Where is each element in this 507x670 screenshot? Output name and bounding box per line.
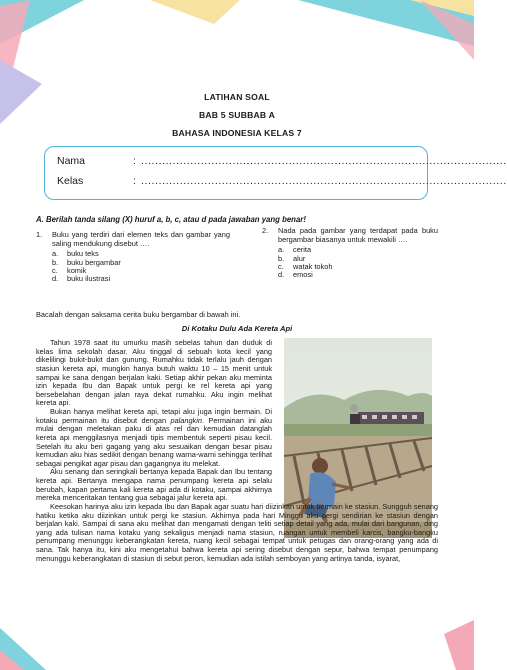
option-letter: d. <box>52 274 59 284</box>
section-a-instruction: A. Berilah tanda silang (X) huruf a, b, c, atau d pada jawaban yang benar! <box>36 215 306 224</box>
option-letter: b. <box>52 257 59 267</box>
worksheet-title: LATIHAN SOAL <box>204 92 270 102</box>
option-text: buku ilustrasi <box>67 274 111 284</box>
option-text: emosi <box>293 270 313 280</box>
option-letter: c. <box>52 266 58 275</box>
story-paragraph-4: Keesokan harinya aku izin kepada Ibu dan Bapak agar suatu hari diizinkan untuk bermain ke stasiun. Sungguh senang hatiku ketika aku diizinkan untuk pergi ke stasiun. Akhirnya pada hari Minggu aku pergi sendirian ke stasiun dengan berjalan kaki. Sampai di sana aku melihat dan mengamati dengan teliti setiap detail yang ada, mulai dari bangunan, ding yang ada tulisan nama kotaku yang sekaligus menjadi nama stasiun, ruangan untuk membeli karcis, bangku-bangku penumpang menunggu keberangkatan kereta, ruang kecil sebagai tempat untuk petugas dan orang-orang yang ada di sana. Tak hanya itu, kini aku mengetahui bahwa kereta api sering disebut dengan sepur, bahwa tempat penumpang menunggu keberangkatan di stasiun di sebut peron, kemudian ada istilah semboyan yang artinya tanda, isyarat, <box>36 501 438 563</box>
worksheet-subject: BAHASA INDONESIA KELAS 7 <box>172 128 302 138</box>
bottom-right-pink-shape <box>444 620 474 670</box>
class-label: Kelas <box>57 175 84 187</box>
question-1-options <box>52 250 230 284</box>
question-2 <box>262 227 438 280</box>
question-2-number: 2. <box>262 226 269 235</box>
story-paragraph-3: Aku senang dan seringkali bertanya kepada Bapak dan Ibu tentang kereta api. Bertanya mengapa nama penumpang kereta api selalu berubah, kapan pertama kali kereta api ada di kotaku, sampai akhirnya mereka menceritakan tentang gua sebagai jalur kereta api. <box>36 467 272 503</box>
option-letter: b. <box>278 253 285 263</box>
option-text: alur <box>293 253 306 263</box>
name-label: Nama <box>57 155 86 167</box>
identity-box <box>44 146 507 200</box>
option-text: buku bergambar <box>67 257 121 267</box>
paragraph-2-part-1: Bukan hanya melihat kereta api, tetapi aku juga ingin bermain. Di kotaku permainan itu disebut dengan <box>36 407 272 425</box>
question-2-stem: Nada pada gambar yang terdapat pada buku bergambar biasanya untuk mewakili …. <box>278 226 438 244</box>
question-1-number: 1. <box>36 230 43 239</box>
story-paragraph-1: Tahun 1978 saat itu umurku masih sebelas tahun dan duduk di kelas lima sekolah dasar. Aku tinggal di sebuah kota kecil yang dikelilingi bukit-bukit dan gunung. Rumahku tidak terlalu jauh dengan stasiun kereta api, mungkin hanya butuh waktu 10 – 15 menit untuk sampai ke sana dengan berjalan kaki. Setiap akhir pekan aku meminta izin kepada Ibu dan Bapak untuk pergi ke rel kereta api yang bersebelahan dengan jalan raya dekat rumahku. Aku ingin melihat kereta api. <box>36 338 272 408</box>
top-center-yellow-shape <box>150 0 240 24</box>
question-1-stem: Buku yang terdiri dari elemen teks dan gambar yang saling mendukung disebut …. <box>52 230 230 248</box>
option-letter: a. <box>278 245 285 255</box>
name-blank[interactable]: ........................................................................................................ <box>141 155 507 167</box>
name-colon: : <box>133 155 136 167</box>
option-letter: c. <box>278 262 284 271</box>
worksheet-chapter: BAB 5 SUBBAB A <box>198 110 275 120</box>
reading-intro: Bacalah dengan saksama cerita buku bergambar di bawah ini. <box>36 310 241 319</box>
story-title: Di Kotaku Dulu Ada Kereta Api <box>181 324 293 333</box>
option-text: cerita <box>293 245 312 255</box>
option-text: buku teks <box>67 249 99 259</box>
question-2-options <box>278 246 438 280</box>
paragraph-2-part-2: . Permainan ini aku mulai dengan meletakan paku di atas rel dan kemudian datanglah kereta api menggilasnya menjadi tipis membentuk seperti pisau kecil. Setelah itu aku beri gagang yang aku sesuaikan dengan besar pisau kemudian aku hias sedikit dengan benang warna-warni sehingga terlihat sebagai pengikat agar pisau dan gagangnya itu melekat. <box>36 415 272 468</box>
option-1d[interactable] <box>52 275 230 283</box>
option-2d[interactable] <box>278 271 438 279</box>
question-1 <box>36 231 230 284</box>
option-letter: d. <box>278 270 285 280</box>
option-text: watak tokoh <box>293 262 333 271</box>
story-body <box>36 339 438 563</box>
option-text: komik <box>67 266 87 275</box>
story-paragraph-2 <box>36 408 272 468</box>
class-colon: : <box>133 175 136 187</box>
class-blank[interactable]: ........................................................................................................ <box>141 175 507 187</box>
paragraph-2-term: palangkin <box>170 415 202 425</box>
option-letter: a. <box>52 249 59 259</box>
